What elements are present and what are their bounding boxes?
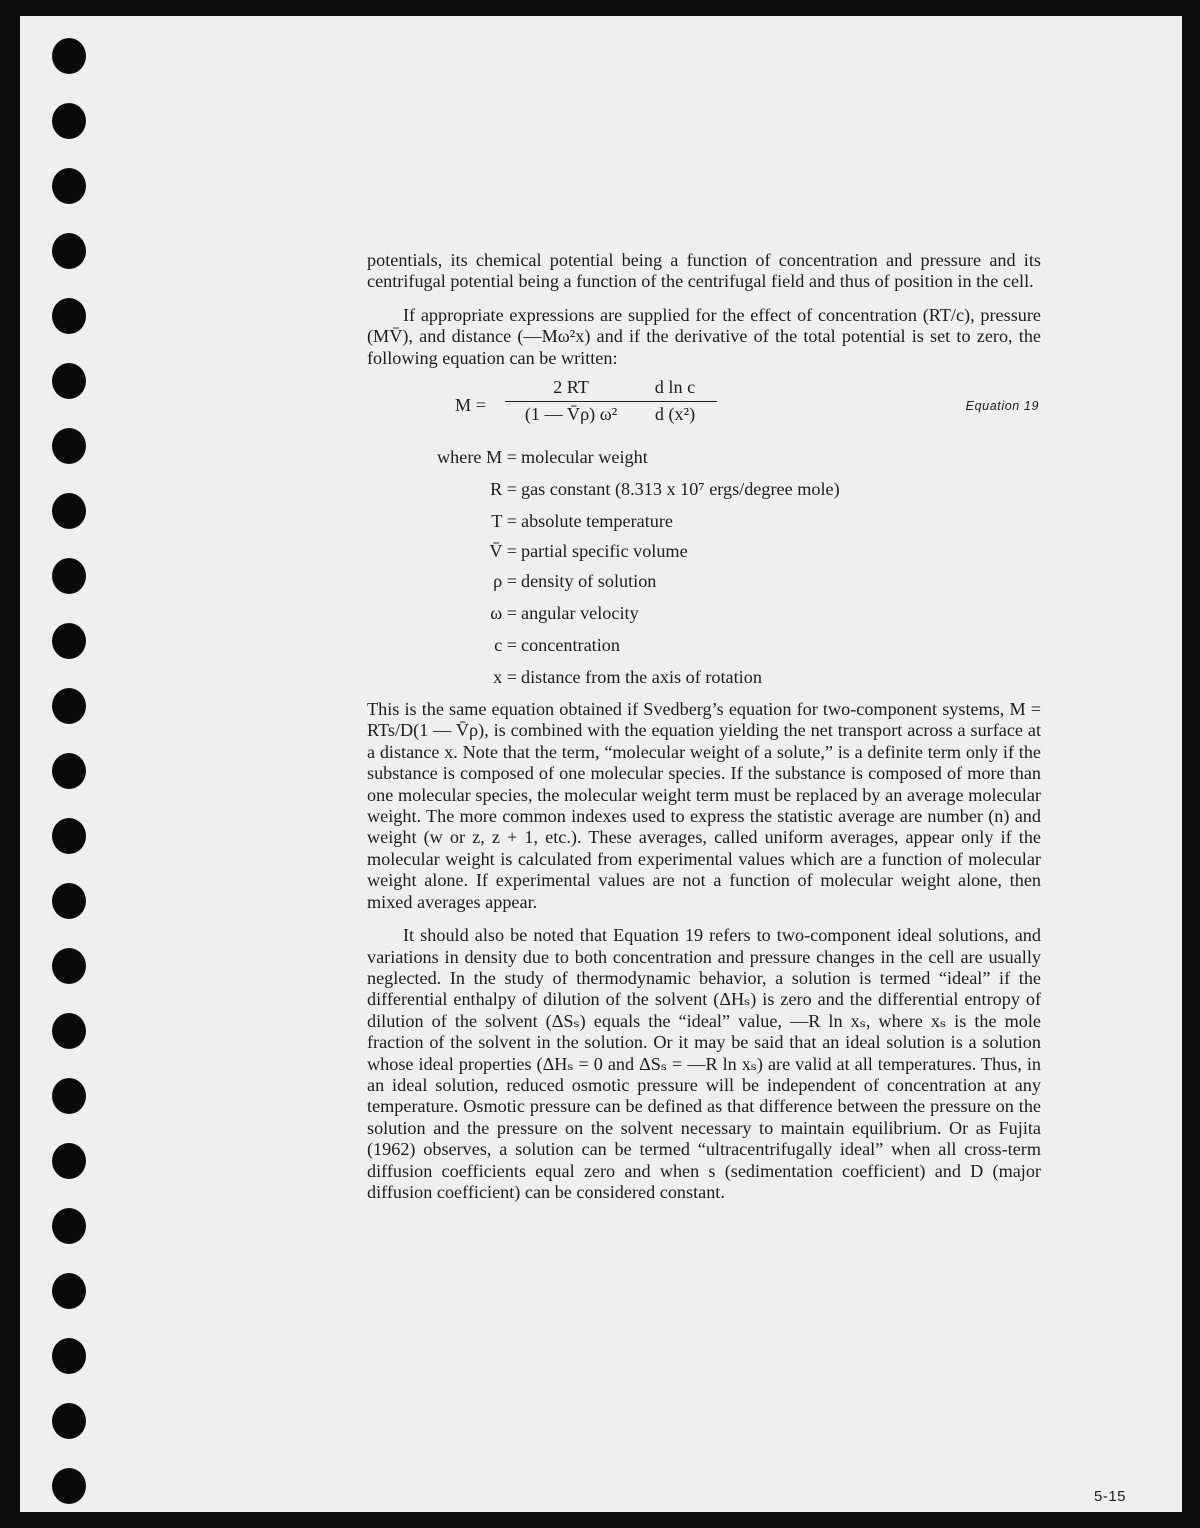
binder-hole bbox=[52, 688, 86, 724]
variable-definitions bbox=[367, 447, 1041, 695]
definition-symbol: V̄ = bbox=[489, 541, 517, 562]
definition-symbol: where M = bbox=[437, 447, 517, 468]
binder-hole bbox=[52, 428, 86, 464]
fraction-1-denominator: (1 — V̄ρ) ω² bbox=[524, 404, 618, 425]
definition-symbol: x = bbox=[493, 667, 517, 688]
fraction-2-numerator: d ln c bbox=[633, 377, 717, 402]
binder-hole bbox=[52, 233, 86, 269]
equation-fraction-1 bbox=[505, 377, 637, 426]
fraction-2-denominator: d (x²) bbox=[654, 404, 696, 425]
binder-hole bbox=[52, 103, 86, 139]
document-page bbox=[20, 16, 1182, 1512]
body-text bbox=[367, 250, 1041, 1203]
binder-hole bbox=[52, 1143, 86, 1179]
definition-meaning: gas constant (8.313 x 10⁷ ergs/degree mole) bbox=[521, 479, 840, 500]
paragraph-4: It should also be noted that Equation 19 refers to two-component ideal solutions, and variations in density due to both concentration and pressure changes in the cell are usually neglected. In the study of thermodynamic behavior, a solution is termed “ideal” if the differential enthalpy of dilution of the solvent (ΔHₛ) is zero and the differential entropy of dilution of the solvent (ΔSₛ) equals the “ideal” value, —R ln xₛ, where xₛ is the mole fraction of the solvent in the solution. Or it may be said that an ideal solution is a solution whose ideal properties (ΔHₛ = 0 and ΔSₛ = —R ln xₛ) are valid at all temperatures. Thus, in an ideal solution, reduced osmotic pressure will be independent of concentration at any temperature. Osmotic pressure can be defined as that difference between the pressure on the solution and the pressure on the solvent necessary to maintain equilibrium. Or as Fujita (1962) observes, a solution can be termed “ultracentrifugally ideal” when all cross-term diffusion coefficients equal zero and when s (sedimentation coefficient) and D (major diffusion coefficient) can be considered constant. bbox=[367, 925, 1041, 1202]
binder-hole bbox=[52, 298, 86, 334]
binder-hole bbox=[52, 558, 86, 594]
binder-hole bbox=[52, 753, 86, 789]
binder-hole bbox=[52, 1403, 86, 1439]
equation-19 bbox=[367, 377, 1041, 439]
definition-symbol: R = bbox=[490, 479, 517, 500]
binder-hole bbox=[52, 493, 86, 529]
binder-hole bbox=[52, 623, 86, 659]
definition-meaning: density of solution bbox=[521, 571, 657, 592]
paragraph-2: If appropriate expressions are supplied for the effect of concentration (RT/c), pressure (MV̄), and distance (—Mω²x) and if the derivative of the total potential is set to zero, the following equation can be written: bbox=[367, 304, 1041, 368]
binder-hole bbox=[52, 1208, 86, 1244]
page-number: 5-15 bbox=[1094, 1488, 1127, 1505]
definition-symbol: ρ = bbox=[493, 571, 517, 592]
binder-hole bbox=[52, 1468, 86, 1504]
binder-hole bbox=[52, 883, 86, 919]
fraction-1-numerator: 2 RT bbox=[505, 377, 637, 402]
definition-meaning: absolute temperature bbox=[521, 511, 674, 532]
binder-hole bbox=[52, 1338, 86, 1374]
equation-lhs: M = bbox=[455, 395, 486, 416]
definition-meaning: distance from the axis of rotation bbox=[521, 667, 762, 688]
definition-meaning: concentration bbox=[521, 635, 620, 656]
binder-hole bbox=[52, 1078, 86, 1114]
binder-hole bbox=[52, 38, 86, 74]
definition-symbol: ω = bbox=[490, 603, 517, 624]
binder-hole bbox=[52, 1273, 86, 1309]
paragraph-3: This is the same equation obtained if Svedberg’s equation for two-component systems, M = RTs/D(1 — V̄ρ), is combined with the equation yielding the net transport across a surface at a distance x. Note that the term, “molecular weight of a solute,” is a definite term only if the substance is composed of one molecular species. If the substance is composed of more than one molecular species, the molecular weight term must be replaced by an average molecular weight. The more common indexes used to express the statistic average are number (n) and weight (w or z, z + 1, etc.). These averages, called uniform averages, appear only if the molecular weight is calculated from experimental values which are a function of molecular weight alone. If experimental values are not a function of molecular weight alone, then mixed averages appear. bbox=[367, 699, 1041, 912]
definition-symbol: c = bbox=[494, 635, 517, 656]
definition-symbol: T = bbox=[491, 511, 517, 532]
binder-hole bbox=[52, 1013, 86, 1049]
definition-meaning: partial specific volume bbox=[521, 541, 688, 562]
binder-hole bbox=[52, 168, 86, 204]
binder-hole bbox=[52, 818, 86, 854]
definition-meaning: molecular weight bbox=[521, 447, 648, 468]
binder-hole bbox=[52, 363, 86, 399]
definition-meaning: angular velocity bbox=[521, 603, 639, 624]
equation-label: Equation 19 bbox=[965, 399, 1039, 414]
paragraph-1: potentials, its chemical potential being a function of concentration and pressure and its centrifugal potential being a function of the centrifugal field and thus of position in the cell. bbox=[367, 250, 1041, 292]
binder-hole bbox=[52, 948, 86, 984]
equation-fraction-2 bbox=[633, 377, 717, 426]
